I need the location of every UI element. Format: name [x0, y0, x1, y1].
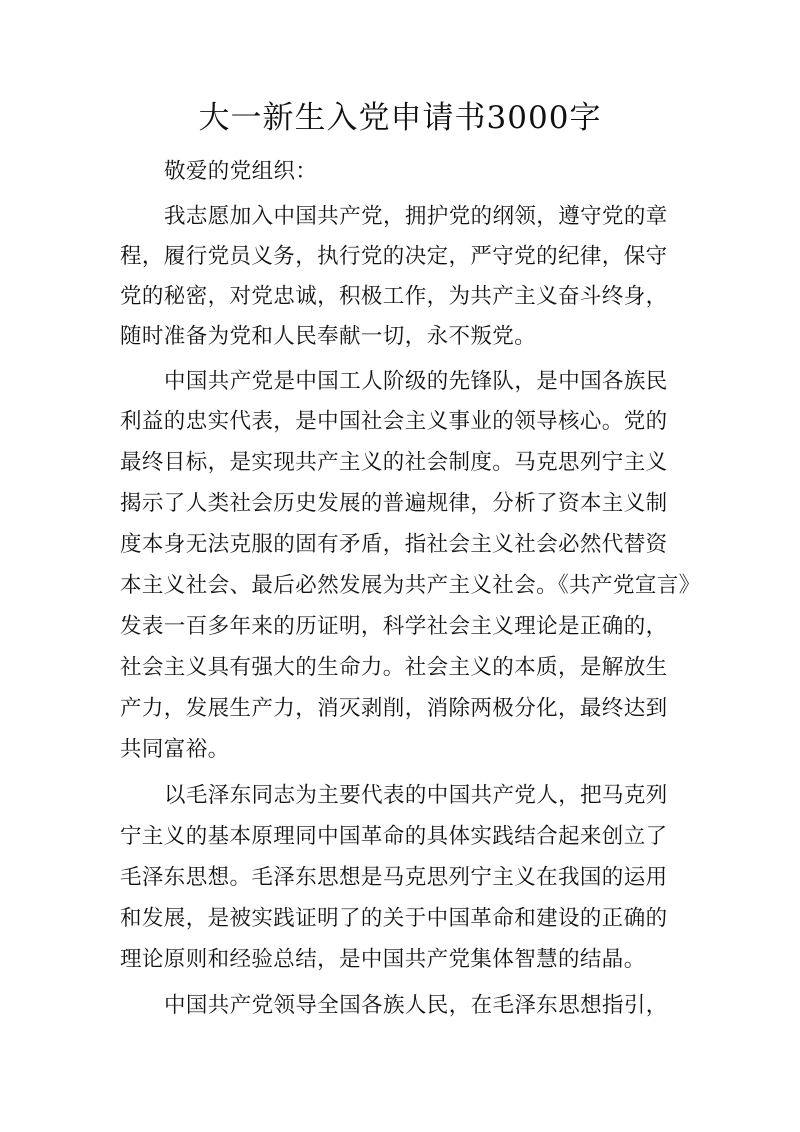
paragraph-2-line-2: 利益的忠实代表，是中国社会主义事业的领导核心。党的	[120, 409, 668, 434]
paragraph-3-line-1: 以毛泽东同志为主要代表的中国共产党人，把马克列	[164, 783, 668, 808]
paragraph-1-line-1: 我志愿加入中国共产党，拥护党的纲领，遵守党的章	[164, 204, 668, 229]
paragraph-2-line-6: 本主义社会、最后必然发展为共产主义社会。《共产党宣言》	[120, 573, 701, 598]
paragraph-3-line-5: 理论原则和经验总结，是中国共产党集体智慧的结晶。	[120, 947, 646, 972]
paragraph-2-line-8: 社会主义具有强大的生命力。社会主义的本质，是解放生	[120, 655, 668, 680]
paragraph-1-line-3: 党的秘密，对党忠诚，积极工作，为共产主义奋斗终身，	[120, 284, 668, 309]
document-title: 大一新生入党申请书3000字	[198, 100, 602, 136]
paragraph-2-line-4: 揭示了人类社会历史发展的普遍规律，分析了资本主义制	[120, 491, 668, 516]
paragraph-1-line-4: 随时准备为党和人民奉献一切，永不叛党。	[120, 324, 537, 349]
paragraph-2-line-3: 最终目标，是实现共产主义的社会制度。马克思列宁主义	[120, 450, 668, 475]
paragraph-2-line-1: 中国共产党是中国工人阶级的先锋队，是中国各族民	[164, 369, 668, 394]
paragraph-3-line-2: 宁主义的基本原理同中国革命的具体实践结合起来创立了	[120, 824, 668, 849]
paragraph-3-line-4: 和发展，是被实践证明了的关于中国革命和建设的正确的	[120, 906, 668, 931]
paragraph-2-line-7: 发表一百多年来的历证明，科学社会主义理论是正确的，	[120, 614, 668, 639]
paragraph-3-line-3: 毛泽东思想。毛泽东思想是马克思列宁主义在我国的运用	[120, 865, 668, 890]
paragraph-2-line-10: 共同富裕。	[120, 737, 230, 762]
salutation: 敬爱的党组织：	[164, 159, 318, 184]
paragraph-4-line-1: 中国共产党领导全国各族人民，在毛泽东思想指引，	[164, 993, 668, 1018]
paragraph-2-line-9: 产力，发展生产力，消灭剥削，消除两极分化，最终达到	[120, 696, 668, 721]
paragraph-2-line-5: 度本身无法克服的固有矛盾，指社会主义社会必然代替资	[120, 532, 668, 557]
paragraph-1-line-2: 程，履行党员义务，执行党的决定，严守党的纪律，保守	[120, 244, 668, 269]
